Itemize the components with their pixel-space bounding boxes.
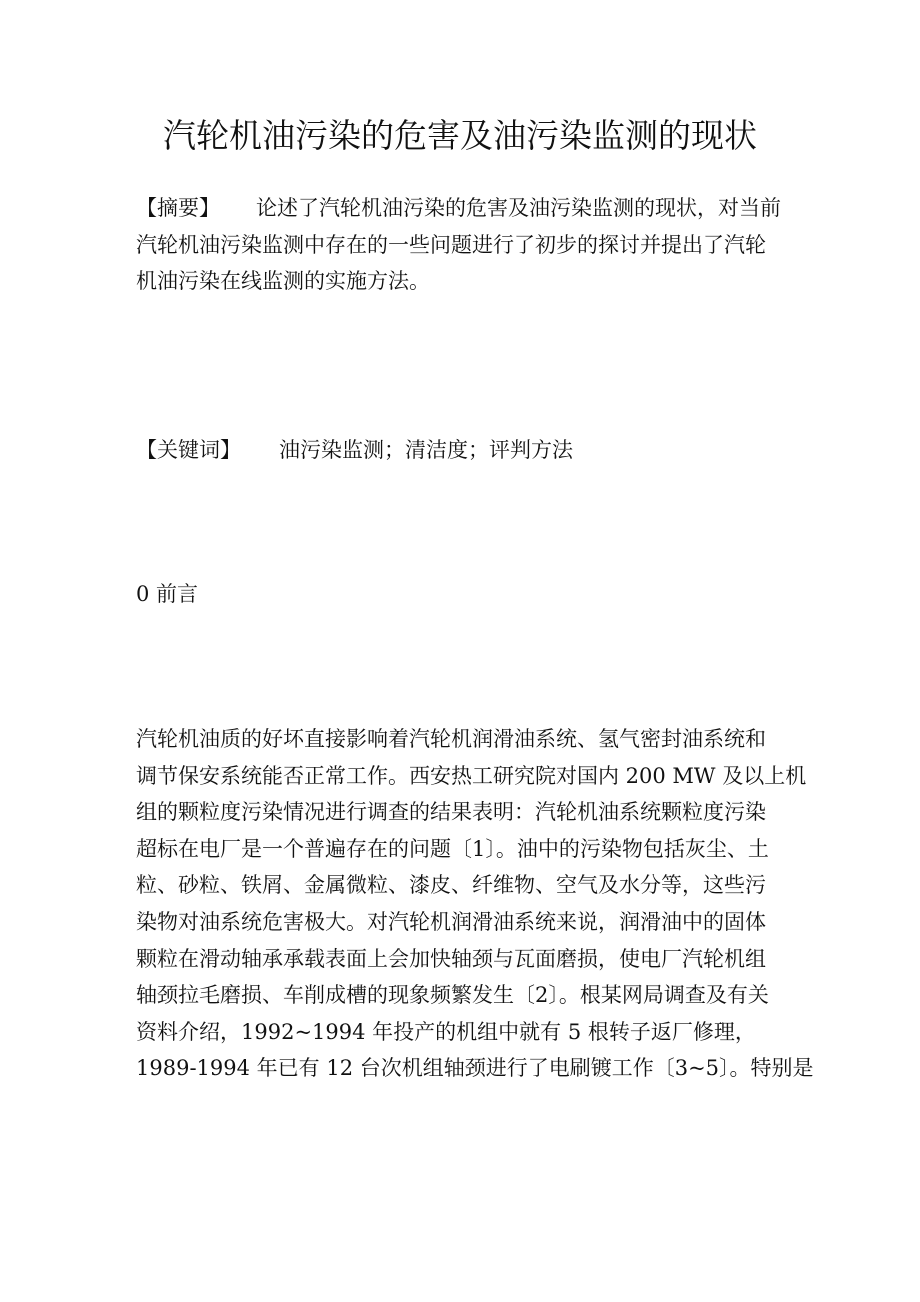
paragraph-line: 1989-1994 年已有 12 台次机组轴颈进行了电刷镀工作〔3~5〕。特别是 [136, 1056, 814, 1081]
paragraph-line: 组的颗粒度污染情况进行调查的结果表明：汽轮机油系统颗粒度污染 [136, 800, 766, 825]
abstract-text: 论述了汽轮机油污染的危害及油污染监测的现状，对当前 [256, 196, 781, 220]
paragraph-line: 资料介绍，1992~1994 年投产的机组中就有 5 根转子返厂修理， [136, 1019, 756, 1044]
paragraph-line: 轴颈拉毛磨损、车削成槽的现象频繁发生〔2〕。根某网局调查及有关 [136, 983, 769, 1008]
abstract-label: 【摘要】 [136, 196, 220, 220]
paragraph-line: 调节保安系统能否正常工作。西安热工研究院对国内 200 MW 及以上机 [136, 763, 807, 788]
paragraph-line: 染物对油系统危害极大。对汽轮机润滑油系统来说，润滑油中的固体 [136, 909, 766, 934]
abstract-line: 机油污染在线监测的实施方法。 [136, 269, 430, 294]
paragraph-line: 粒、砂粒、铁屑、金属微粒、漆皮、纤维物、空气及水分等，这些污 [136, 873, 766, 898]
keywords-line [136, 432, 796, 469]
body-paragraph [136, 721, 814, 1087]
paragraph-line: 颗粒在滑动轴承承载表面上会加快轴颈与瓦面磨损，使电厂汽轮机组 [136, 946, 766, 971]
document-title: 汽轮机油污染的危害及油污染监测的现状 [163, 116, 757, 155]
keywords-text: 油污染监测；清洁度；评判方法 [279, 438, 573, 462]
abstract-line [136, 190, 796, 227]
keywords-section [136, 432, 796, 469]
paragraph-line: 超标在电厂是一个普遍存在的问题〔1〕。油中的污染物包括灰尘、土 [136, 836, 769, 861]
paragraph-line: 汽轮机油质的好坏直接影响着汽轮机润滑油系统、氢气密封油系统和 [136, 727, 766, 751]
section-heading [136, 576, 796, 613]
abstract-section [136, 190, 796, 300]
section-heading-text: 0 前言 [136, 582, 199, 606]
abstract-line: 汽轮机油污染监测中存在的一些问题进行了初步的探讨并提出了汽轮 [136, 232, 766, 257]
keywords-label: 【关键词】 [136, 438, 241, 462]
